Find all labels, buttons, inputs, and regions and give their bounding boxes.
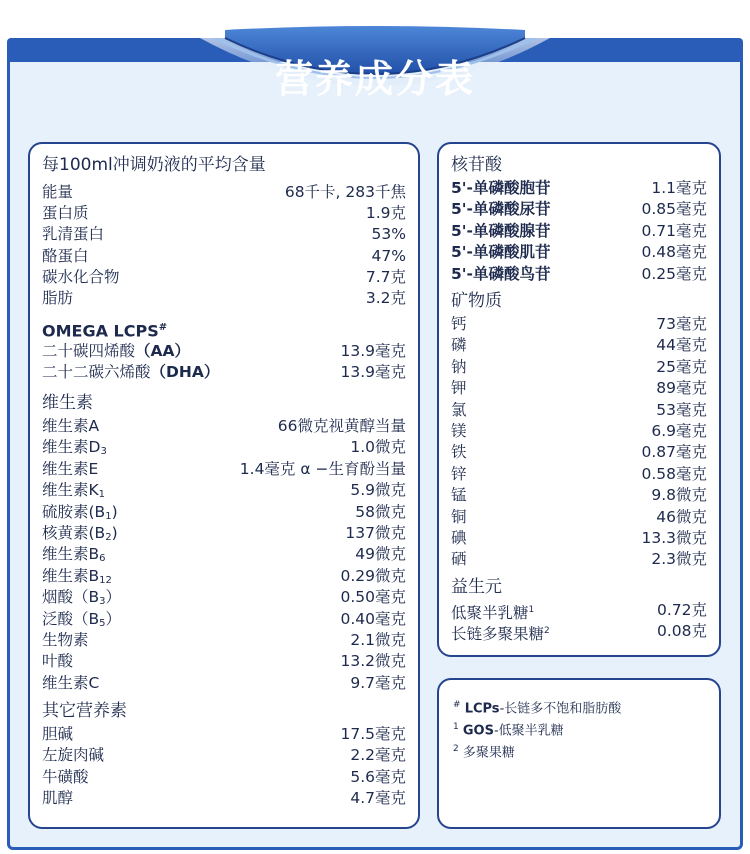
nutrient-value: 0.29微克 [340, 566, 406, 585]
nutrient-name [42, 673, 99, 694]
nutrient-value: 4.7毫克 [350, 789, 406, 808]
nutrient-value: 5.6毫克 [350, 767, 406, 786]
nutrient-row [439, 528, 719, 549]
nutrient-value: 1.1毫克 [651, 179, 707, 197]
subscript: 12 [99, 574, 112, 586]
nutrient-value: 46微克 [656, 507, 707, 526]
nutrient-name-text: 二十二碳六烯酸 [42, 363, 151, 382]
nutrient-row [30, 788, 418, 809]
nutrient-name: 钾 [451, 379, 467, 398]
nutrient-row [30, 459, 418, 480]
subscript: 3 [100, 446, 107, 458]
nutrient-value: 68千卡, 283千焦 [284, 183, 406, 201]
footnote-mark: 1 [528, 605, 535, 615]
nutrient-abbr: （AA） [135, 342, 191, 360]
nutrient-row [30, 246, 418, 267]
nutrient-name: 左旋肉碱 [42, 746, 105, 765]
nutrient-row [439, 264, 719, 285]
footnote-mark: 2 [453, 744, 459, 754]
nucleotide-prefix: 5' [451, 179, 467, 197]
nutrient-value: 137微克 [345, 524, 406, 542]
nutrient-name [42, 459, 98, 480]
nutrient-row [439, 621, 719, 642]
nutrient-value: 13.2微克 [340, 652, 406, 671]
nutrient-name: 碘 [451, 529, 467, 547]
footnote [453, 696, 621, 718]
nutrient-row [439, 600, 719, 621]
nutrient-name [42, 416, 99, 437]
nutrient-value: 0.87毫克 [641, 443, 707, 462]
page-title: 营养成分表 [274, 57, 475, 101]
nutrient-name-text: 长链多聚果糖 [451, 625, 545, 644]
nutrient-row [30, 651, 418, 672]
nutrient-name: 脂肪 [42, 289, 74, 307]
nutrient-value: 58微克 [355, 502, 406, 521]
nutrient-value: 47% [371, 246, 406, 265]
nucleotide-prefix: 5' [451, 243, 467, 262]
nucleotide-prefix: 5' [451, 221, 467, 240]
name-suffix: ) [111, 502, 118, 521]
nutrient-row [439, 242, 719, 263]
nutrient-name: 酪蛋白 [42, 246, 89, 265]
nutrient-value: 0.08克 [656, 622, 707, 641]
nutrient-name: 胆碱 [42, 725, 74, 743]
nutrient-value: 1.9克 [365, 204, 406, 223]
nutrient-value: 0.40毫克 [340, 609, 406, 628]
nutrient-row [439, 335, 719, 356]
panel-header: 每100ml冲调奶液的平均含量 [42, 155, 266, 175]
nutrient-name [42, 651, 73, 672]
nutrient-row [30, 224, 418, 245]
nutrient-name [451, 178, 550, 199]
nutrient-value: 13.9毫克 [340, 342, 406, 360]
nutrient-row [439, 400, 719, 421]
nutrient-row [439, 421, 719, 442]
footnote [453, 718, 564, 740]
nutrition-panel-left [28, 142, 420, 829]
nutrient-row [30, 587, 418, 608]
nutrient-name-text: 维生素E [42, 459, 99, 478]
section-title-nucleotides: 核苷酸 [451, 155, 502, 175]
nutrient-value: 9.8微克 [651, 486, 707, 505]
nutrient-name-text: 维生素C [42, 673, 100, 692]
nutrient-name [42, 341, 190, 362]
nutrient-name: 锌 [451, 464, 467, 483]
nutrient-row [30, 182, 418, 203]
footnote-mark: # [453, 700, 461, 710]
nutrient-name: 铁 [451, 443, 467, 462]
nutrient-name-text: -单磷酸胞苷 [466, 179, 551, 197]
nutrient-name-text: 维生素K [42, 481, 99, 500]
nutrient-row [30, 267, 418, 288]
notes-panel [437, 678, 721, 829]
nutrient-value: 6.9毫克 [651, 422, 707, 440]
nutrient-value: 9.7毫克 [350, 673, 406, 692]
nutrient-name [42, 630, 89, 651]
nutrient-name-text: 维生素B [42, 566, 100, 585]
footnote [453, 740, 515, 762]
nutrient-value: 17.5毫克 [340, 725, 406, 743]
nutrient-value: 49微克 [355, 545, 406, 564]
nutrient-value: 66微克视黄醇当量 [277, 417, 406, 435]
nutrient-name: 肌醇 [42, 789, 74, 808]
nutrient-value: 13.9毫克 [340, 363, 406, 382]
nutrient-name: 碳水化合物 [42, 267, 120, 286]
nutrient-row [30, 480, 418, 501]
nutrient-name: 钙 [451, 315, 467, 333]
nutrient-value: 0.58毫克 [641, 464, 707, 483]
section-title-probiotics: 益生元 [451, 577, 502, 597]
nutrient-name-text: 烟酸（B [42, 588, 100, 607]
nutrient-row [30, 288, 418, 309]
nutrient-value: 25毫克 [656, 357, 707, 376]
nutrient-value: 0.48毫克 [641, 243, 707, 262]
footnote-mark: 1 [453, 722, 459, 732]
nutrient-row [439, 178, 719, 199]
nutrient-value: 5.9微克 [350, 481, 406, 500]
nutrient-value: 0.85毫克 [641, 200, 707, 219]
nutrient-name-text: -单磷酸腺苷 [466, 221, 551, 240]
nutrient-row [30, 673, 418, 694]
nutrient-name-text: -单磷酸鸟苷 [466, 264, 551, 283]
subscript: 1 [98, 489, 106, 501]
nutrient-row [30, 745, 418, 766]
nutrient-row [30, 630, 418, 651]
nutrient-abbr: （DHA） [150, 363, 220, 382]
nutrition-panel-right [437, 142, 721, 657]
footnote-term: LCPs [464, 701, 500, 717]
nutrient-value: 1.0微克 [350, 438, 406, 457]
nutrient-row [439, 221, 719, 242]
nutrient-name: 铜 [451, 507, 467, 526]
footnote-mark: 2 [544, 626, 550, 637]
nutrient-name: 能量 [42, 183, 74, 201]
nutrient-row [30, 523, 418, 544]
nutrient-row [30, 502, 418, 523]
footnote-text: -长链多不饱和脂肪酸 [499, 701, 622, 717]
nutrient-name: 钠 [451, 357, 467, 376]
nutrient-value: 0.50毫克 [340, 588, 406, 607]
subscript: 1 [105, 510, 112, 522]
nucleotide-prefix: 5' [451, 264, 467, 283]
footnote-text: -低聚半乳糖 [493, 723, 564, 739]
omega-title-text: OMEGA LCPS [42, 321, 159, 341]
nutrient-row [30, 544, 418, 565]
nutrient-value: 0.71毫克 [641, 221, 707, 240]
nutrient-row [30, 767, 418, 788]
nutrient-name: 氯 [451, 400, 467, 419]
nutrient-name-text: -单磷酸肌苷 [466, 243, 551, 262]
nutrient-value: 0.72克 [656, 601, 707, 619]
nutrient-value: 53% [371, 225, 406, 244]
name-suffix: ） [105, 609, 122, 628]
nutrient-value: 7.7克 [365, 267, 406, 286]
omega-title [42, 317, 167, 342]
nutrient-name: 磷 [451, 336, 467, 355]
nutrient-name-text: 生物素 [42, 631, 89, 649]
nutrient-row [439, 199, 719, 220]
nutrient-row [30, 203, 418, 224]
nutrient-row [439, 357, 719, 378]
section-title-minerals: 矿物质 [451, 291, 502, 311]
nutrient-name [451, 264, 550, 285]
nutrient-name-text: -单磷酸尿苷 [466, 200, 551, 219]
nutrient-value: 1.4毫克 α −生育酚当量 [239, 459, 406, 478]
nutrient-row [439, 442, 719, 463]
nutrient-name [451, 199, 550, 220]
nutrient-value: 73毫克 [656, 315, 707, 333]
nutrient-row [30, 437, 418, 458]
nutrient-row [439, 378, 719, 399]
nutrient-row [439, 314, 719, 335]
nutrient-name: 镁 [451, 422, 467, 440]
nutrient-value: 44毫克 [656, 336, 707, 355]
nutrient-value: 89毫克 [656, 379, 707, 398]
nutrient-row [30, 724, 418, 745]
nutrient-name [42, 362, 219, 383]
nutrient-row [30, 416, 418, 437]
omega-mark: # [158, 322, 168, 333]
footnote-term: GOS [462, 723, 494, 739]
nutrient-name-text: 二十碳四烯酸 [42, 342, 136, 360]
name-suffix: ) [111, 524, 118, 542]
nutrient-name-text: 叶酸 [42, 652, 74, 671]
nutrient-row [439, 549, 719, 570]
nutrient-row [30, 609, 418, 630]
subscript: 5 [99, 617, 106, 629]
nutrient-row [30, 362, 418, 383]
nutrient-name: 蛋白质 [42, 204, 89, 223]
footnote-text: 多聚果糖 [462, 745, 515, 761]
nutrient-row [439, 507, 719, 528]
nutrient-name: 硒 [451, 550, 467, 569]
nutrient-value: 2.2毫克 [350, 746, 406, 765]
name-suffix: ） [105, 588, 122, 607]
nutrient-row [30, 566, 418, 587]
nutrient-name: 乳清蛋白 [42, 225, 105, 244]
nutrient-value: 2.1微克 [350, 631, 406, 649]
nutrient-name-text: 维生素B [42, 545, 100, 564]
nutrient-name [451, 621, 550, 645]
subscript: 6 [99, 553, 106, 565]
nutrient-name [451, 221, 550, 242]
subscript: 2 [105, 532, 112, 543]
section-title-others: 其它营养素 [42, 701, 127, 721]
nutrient-value: 3.2克 [365, 289, 406, 307]
nutrient-value: 0.25毫克 [641, 264, 707, 283]
nutrient-value: 13.3微克 [641, 529, 707, 547]
nutrient-name [451, 242, 550, 263]
section-title-vitamins: 维生素 [42, 393, 93, 413]
nutrient-name-text: 低聚半乳糖 [451, 604, 529, 623]
nutrient-name-text: 维生素A [42, 417, 100, 435]
nutrient-row [439, 485, 719, 506]
nutrient-name-text: 硫胺素(B [42, 502, 106, 521]
nutrient-value: 53毫克 [656, 400, 707, 419]
subscript: 3 [99, 596, 106, 608]
nutrient-value: 2.3微克 [651, 550, 707, 569]
nutrient-name: 牛磺酸 [42, 767, 89, 786]
nutrient-name-text: 维生素D [42, 438, 101, 457]
nutrient-row [439, 464, 719, 485]
nutrient-row [30, 341, 418, 362]
nutrient-name: 锰 [451, 486, 467, 505]
nutrient-name-text: 核黄素(B [42, 524, 106, 542]
nutrient-name-text: 泛酸（B [42, 609, 100, 628]
nucleotide-prefix: 5' [451, 200, 467, 219]
